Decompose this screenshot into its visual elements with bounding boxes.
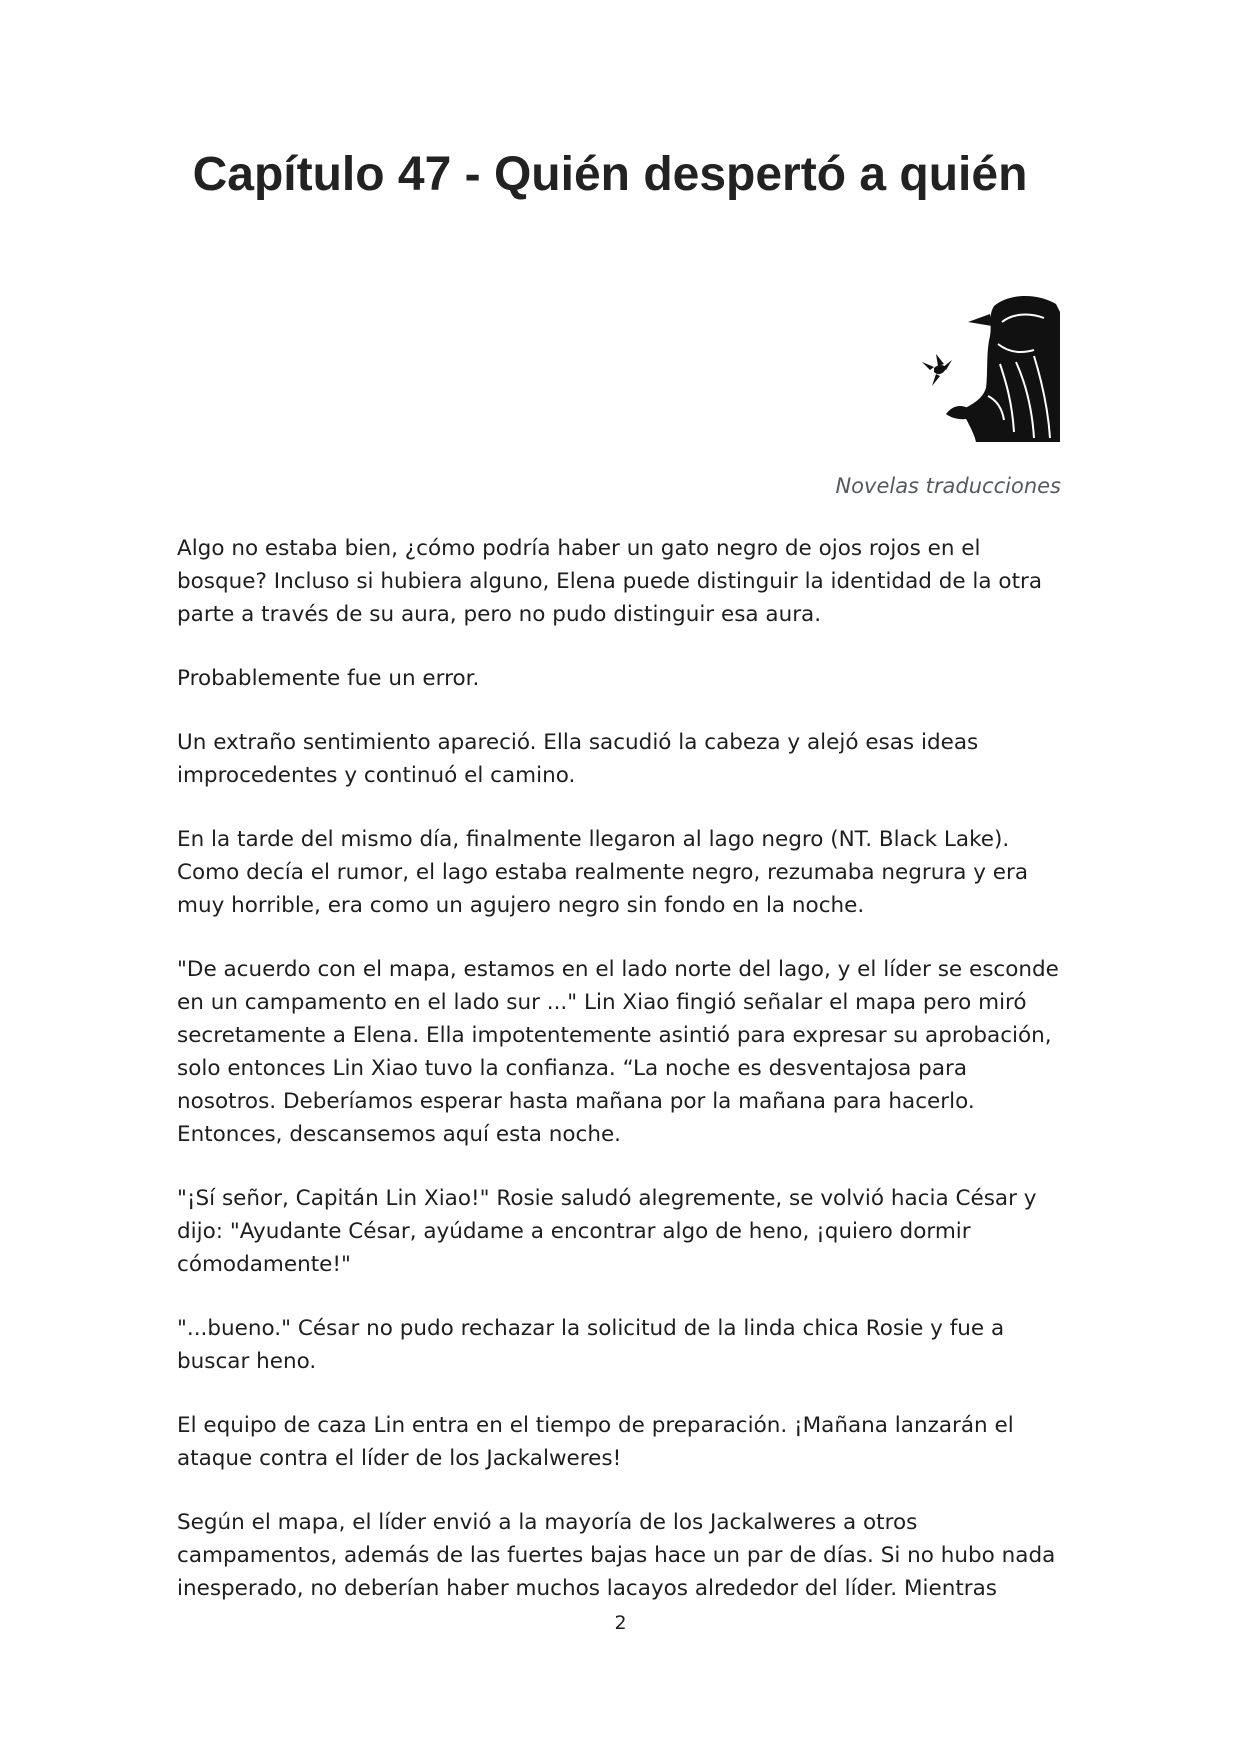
paragraph: Probablemente fue un error. xyxy=(177,666,480,691)
chapter-title: Capítulo 47 - Quién despertó a quién xyxy=(192,148,1028,201)
page-number: 2 xyxy=(614,1612,627,1634)
translator-credit: Novelas traducciones xyxy=(835,474,1061,498)
paragraph: El equipo de caza Lin entra en el tiempo de preparación. ¡Mañana lanzarán el ataque contra el líder de los Jackalweres! xyxy=(177,1413,1014,1471)
paragraph: "¡Sí señor, Capitán Lin Xiao!" Rosie saludó alegremente, se volvió hacia César y dijo: "Ayudante César, ayúdame a encontrar algo de heno, ¡quiero dormir cómodamente!" xyxy=(177,1186,1037,1277)
paragraph: "...bueno." César no pudo rechazar la solicitud de la linda chica Rosie y fue a buscar heno. xyxy=(177,1316,1005,1374)
paragraph: "De acuerdo con el mapa, estamos en el lado norte del lago, y el líder se esconde en un campamento en el lado sur ..." Lin Xiao fingió señalar el mapa pero miró secretamente a Elena. Ella impotentemente asintió para expresar su aprobación, solo entonces Lin Xiao tuvo la confianza. “La noche es desventajosa para nosotros. Deberíamos esperar hasta mañana por la mañana para hacerlo. Entonces, descansemos aquí esta noche. xyxy=(177,957,1059,1147)
paragraph: En la tarde del mismo día, finalmente llegaron al lago negro (NT. Black Lake). Como decía el rumor, el lago estaba realmente negro, rezumaba negrura y era muy horrible, era como un agujero negro sin fondo en la noche. xyxy=(177,827,1029,918)
paragraph: Un extraño sentimiento apareció. Ella sacudió la cabeza y alejó esas ideas improcedentes y continuó el camino. xyxy=(177,730,979,788)
paragraph: Según el mapa, el líder envió a la mayoría de los Jackalweres a otros campamentos, además de las fuertes bajas hace un par de días. Si no hubo nada inesperado, no deberían haber muchos lacayos alrededor del líder. Mientras xyxy=(177,1510,1056,1601)
chapter-body xyxy=(177,532,1063,1636)
paragraph: Algo no estaba bien, ¿cómo podría haber un gato negro de ojos rojos en el bosque? Incluso si hubiera alguno, Elena puede distinguir la identidad de la otra parte a través de su aura, pero no pudo distinguir esa aura. xyxy=(177,536,1043,627)
hooded-figure-logo xyxy=(916,292,1060,444)
